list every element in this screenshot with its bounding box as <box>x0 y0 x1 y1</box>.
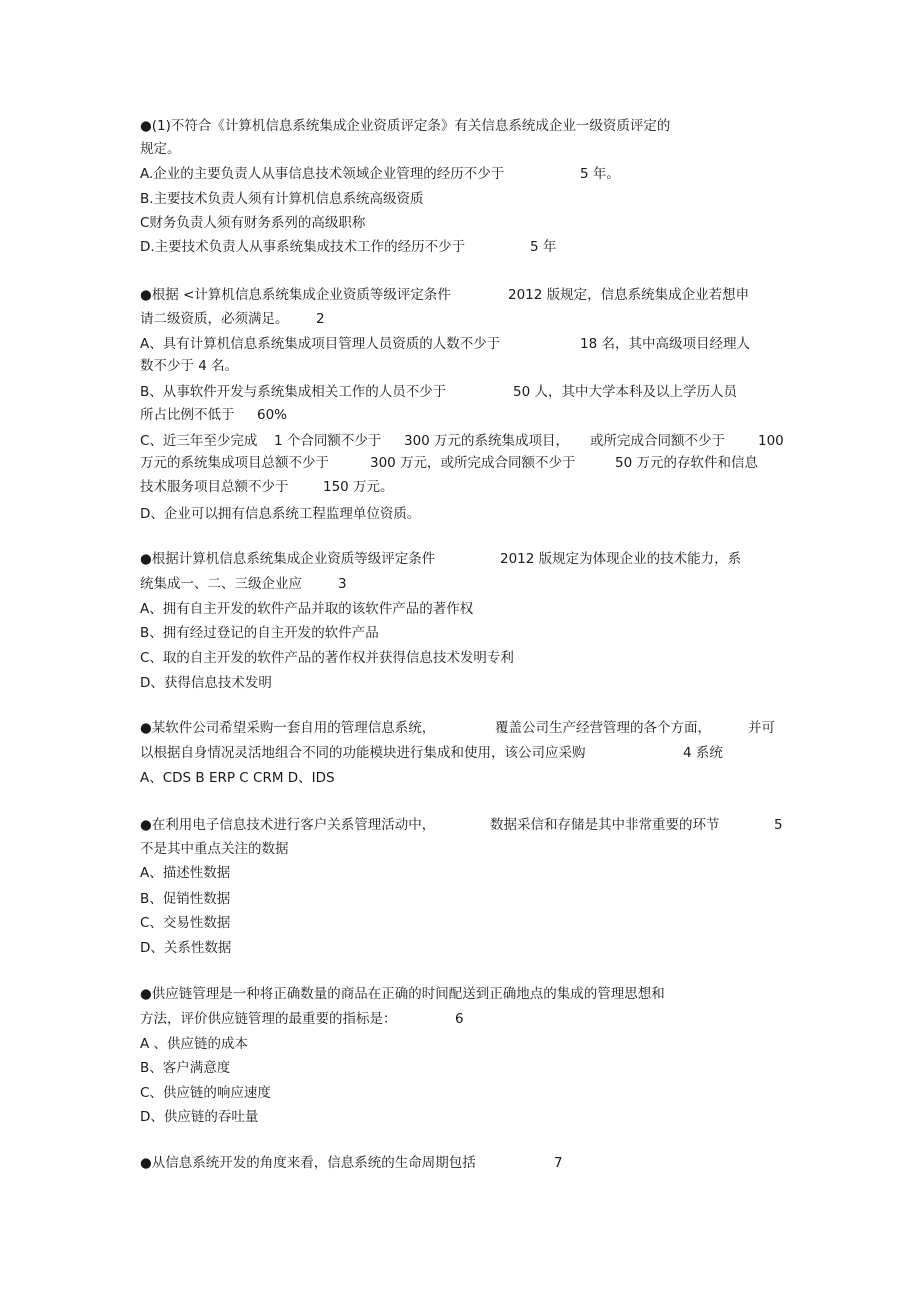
q2-option-b-text: B、从事软件开发与系统集成相关工作的人员不少于 <box>140 384 447 400</box>
q2-option-d: D、企业可以拥有信息系统工程监理单位资质。 <box>140 506 421 522</box>
q4-stem-line2-b: 4 系统 <box>683 745 723 761</box>
q5-option-a: A、描述性数据 <box>140 865 231 881</box>
q6-option-c: C、供应链的响应速度 <box>140 1085 271 1101</box>
q2-option-c-part3: 300 万元的系统集成项目， <box>404 433 570 449</box>
q2-stem-line1-b: 2012 版规定，信息系统集成企业若想申 <box>508 287 750 303</box>
q2-stem-line2-a: 请二级资质，必须满足。 <box>140 311 289 327</box>
q7-question-number: 7 <box>554 1155 563 1171</box>
q6-question-number: 6 <box>455 1011 464 1027</box>
q3-option-b: B、拥有经过登记的自主开发的软件产品 <box>140 625 379 641</box>
q2-option-c-line2-c: 50 万元的存软件和信息 <box>615 455 758 471</box>
q3-option-c: C、取的自主开发的软件产品的著作权并获得信息技术发明专利 <box>140 650 514 666</box>
q6-option-b: B、客户满意度 <box>140 1060 231 1076</box>
q4-stem-line2-a: 以根据自身情况灵活地组合不同的功能模块进行集成和使用，该公司应采购 <box>140 745 586 761</box>
q3-option-d: D、获得信息技术发明 <box>140 675 272 691</box>
q3-stem-line2-a: 统集成一、二、三级企业应 <box>140 576 302 592</box>
q2-option-a-value: 18 名，其中高级项目经理人 <box>580 336 750 352</box>
q1-stem-line2: 规定。 <box>140 141 181 157</box>
q4-options: A、CDS B ERP C CRM D、IDS <box>140 770 335 786</box>
q5-option-d: D、关系性数据 <box>140 940 232 956</box>
q1-option-d-text: D.主要技术负责人从事系统集成技术工作的经历不少于 <box>140 239 466 255</box>
q2-option-a-line2: 数不少于 4 名。 <box>140 358 239 374</box>
q6-stem-line2-a: 方法，评价供应链管理的最重要的指标是： <box>140 1011 397 1027</box>
q4-stem-line1-c: 并可 <box>748 720 775 736</box>
q2-option-c-part4: 或所完成合同额不少于 <box>590 433 725 449</box>
q2-option-c-line2-b: 300 万元，或所完成合同额不少于 <box>370 455 576 471</box>
q1-option-d-value: 5 年 <box>530 239 557 255</box>
q2-option-c-part5: 100 <box>758 433 784 449</box>
q2-question-number: 2 <box>316 311 325 327</box>
q4-stem-line1-a: ●某软件公司希望采购一套自用的管理信息系统， <box>140 720 436 736</box>
q3-question-number: 3 <box>338 576 347 592</box>
q6-option-d: D、供应链的吞吐量 <box>140 1109 259 1125</box>
q5-question-number: 5 <box>774 817 783 833</box>
q1-stem-line1: ●(1)不符合《计算机信息系统集成企业资质评定条》有关信息系统成企业一级资质评定的 <box>140 118 671 134</box>
q6-stem-line1: ●供应链管理是一种将正确数量的商品在正确的时间配送到正确地点的集成的管理思想和 <box>140 986 665 1002</box>
q5-stem-line1-b: 数据采信和存储是其中非常重要的环节 <box>490 817 720 833</box>
q1-option-b: B.主要技术负责人须有计算机信息系统高级资质 <box>140 191 424 207</box>
q1-option-a-text: A.企业的主要负责人从事信息技术领域企业管理的经历不少于 <box>140 166 505 182</box>
q2-option-c-line3-a: 技术服务项目总额不少于 <box>140 479 289 495</box>
q2-option-c-line3-b: 150 万元。 <box>323 479 394 495</box>
q5-option-c: C、交易性数据 <box>140 915 231 931</box>
q2-option-c-part1: C、近三年至少完成 <box>140 433 258 449</box>
q3-stem-line1-b: 2012 版规定为体现企业的技术能力，系 <box>500 551 742 567</box>
q2-stem-line1-a: ●根据 <计算机信息系统集成企业资质等级评定条件 <box>140 287 451 303</box>
q1-option-a-value: 5 年。 <box>580 166 620 182</box>
q3-stem-line1-a: ●根据计算机信息系统集成企业资质等级评定条件 <box>140 551 436 567</box>
q7-stem-line1-a: ●从信息系统开发的角度来看，信息系统的生命周期包括 <box>140 1155 476 1171</box>
q5-stem-line2: 不是其中重点关注的数据 <box>140 841 289 857</box>
q2-option-b-line2-text: 所占比例不低于 <box>140 407 235 423</box>
q4-stem-line1-b: 覆盖公司生产经营管理的各个方面， <box>495 720 711 736</box>
q2-option-b-percent: 60% <box>257 407 288 423</box>
q2-option-c-line2-a: 万元的系统集成项目总额不少于 <box>140 455 329 471</box>
q5-option-b: B、促销性数据 <box>140 891 231 907</box>
q1-option-c: C财务负责人须有财务系列的高级职称 <box>140 215 366 231</box>
q2-option-a-text: A、具有计算机信息系统集成项目管理人员资质的人数不少于 <box>140 336 501 352</box>
q3-option-a: A、拥有自主开发的软件产品并取的该软件产品的著作权 <box>140 601 474 617</box>
q5-stem-line1-a: ●在利用电子信息技术进行客户关系管理活动中， <box>140 817 436 833</box>
q6-option-a: A 、供应链的成本 <box>140 1036 249 1052</box>
q2-option-b-value: 50 人，其中大学本科及以上学历人员 <box>513 384 737 400</box>
q2-option-c-part2: 1 个合同额不少于 <box>274 433 382 449</box>
